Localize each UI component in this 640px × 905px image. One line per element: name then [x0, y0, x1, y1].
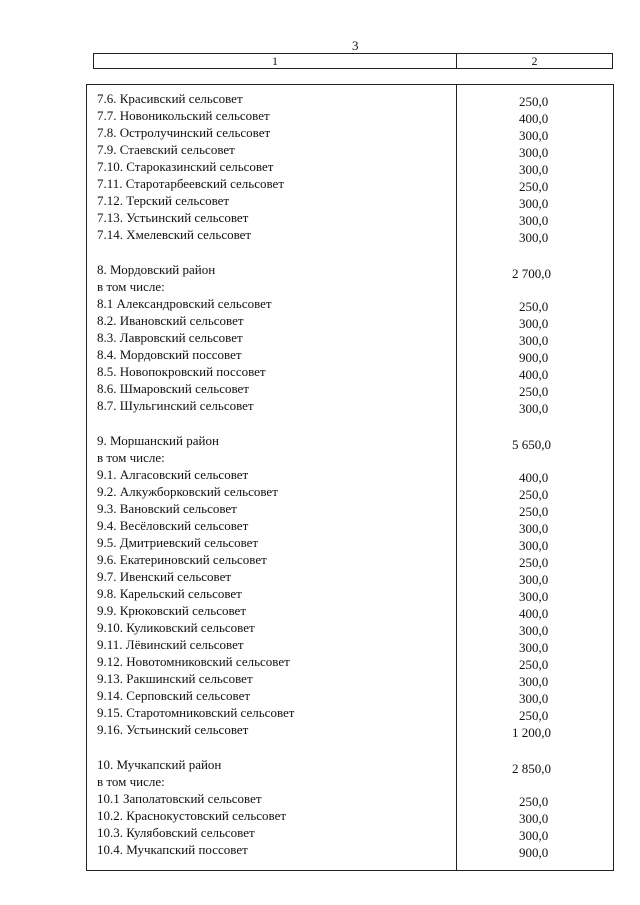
table-row	[87, 653, 613, 670]
row-label: 9.13. Ракшинский сельсовет	[97, 671, 253, 686]
row-value: 900,0	[519, 845, 549, 860]
row-label: 9.1. Алгасовский сельсовет	[97, 467, 249, 482]
table-row	[87, 551, 613, 568]
row-value: 300,0	[519, 538, 549, 553]
table-row	[87, 432, 613, 452]
row-label: 7.11. Старотарбеевский сельсовет	[97, 176, 285, 191]
row-label: 8.7. Шульгинский сельсовет	[97, 398, 254, 413]
row-value: 300,0	[519, 811, 549, 826]
row-label: 7.9. Стаевский сельсовет	[97, 142, 235, 157]
row-value: 300,0	[519, 623, 549, 638]
table-row	[87, 397, 613, 414]
row-value: 900,0	[519, 350, 549, 365]
row-label: 9.8. Карельский сельсовет	[97, 586, 242, 601]
row-value: 250,0	[519, 657, 549, 672]
table-row	[87, 346, 613, 363]
table-row	[87, 158, 613, 175]
table-row	[87, 124, 613, 141]
table-row	[87, 773, 613, 790]
row-label: 9.3. Вановский сельсовет	[97, 501, 237, 516]
row-value: 1 200,0	[512, 725, 551, 740]
row-label: 9.11. Лёвинский сельсовет	[97, 637, 244, 652]
row-value: 5 650,0	[512, 437, 551, 452]
row-label: 7.10. Староказинский сельсовет	[97, 159, 274, 174]
table-row	[87, 534, 613, 551]
row-label: 7.7. Новоникольский сельсовет	[97, 108, 270, 123]
table-row	[87, 312, 613, 329]
table-row	[87, 670, 613, 687]
table-row	[87, 756, 613, 776]
row-value: 250,0	[519, 94, 549, 109]
row-value: 2 850,0	[512, 761, 551, 776]
table-row	[87, 619, 613, 636]
table-row	[87, 295, 613, 312]
row-label: 8.4. Мордовский поссовет	[97, 347, 242, 362]
row-value: 2 700,0	[512, 266, 551, 281]
row-value: 300,0	[519, 589, 549, 604]
row-label: в том числе:	[97, 279, 165, 294]
row-label: 9.2. Алкужборковский сельсовет	[97, 484, 278, 499]
row-value: 300,0	[519, 145, 549, 160]
table-header	[93, 53, 613, 69]
row-label: 10. Мучкапский район	[97, 757, 222, 772]
row-label: 7.8. Остролучинский сельсовет	[97, 125, 271, 140]
row-label: 9.5. Дмитриевский сельсовет	[97, 535, 259, 550]
row-label: 10.3. Кулябовский сельсовет	[97, 825, 255, 840]
row-value: 250,0	[519, 384, 549, 399]
table-row	[87, 192, 613, 209]
table-row	[87, 687, 613, 704]
row-label: 8. Мордовский район	[97, 262, 216, 277]
table-row	[87, 517, 613, 534]
row-label: 9.14. Серповский сельсовет	[97, 688, 251, 703]
row-value: 400,0	[519, 111, 549, 126]
table-row	[87, 278, 613, 295]
table-row	[87, 380, 613, 397]
table-row	[87, 107, 613, 124]
header-column-2: 2	[531, 54, 538, 68]
row-label: 7.14. Хмелевский сельсовет	[97, 227, 252, 242]
table-row	[87, 636, 613, 653]
row-value: 300,0	[519, 196, 549, 211]
table-row	[87, 329, 613, 346]
row-value: 300,0	[519, 691, 549, 706]
row-value: 300,0	[519, 316, 549, 331]
table-row	[87, 568, 613, 585]
table-row	[87, 721, 613, 738]
row-value: 300,0	[519, 401, 549, 416]
row-value: 250,0	[519, 487, 549, 502]
row-value: 400,0	[519, 367, 549, 382]
row-value: 300,0	[519, 674, 549, 689]
table-row	[87, 500, 613, 517]
row-label: 9.16. Устьинский сельсовет	[97, 722, 249, 737]
row-label: 9.7. Ивенский сельсовет	[97, 569, 232, 584]
table-row	[87, 226, 613, 243]
row-label: 7.6. Красивский сельсовет	[97, 91, 243, 106]
row-value: 250,0	[519, 708, 549, 723]
page-number: 3	[352, 38, 359, 53]
table-row	[87, 90, 613, 107]
row-label: 8.3. Лавровский сельсовет	[97, 330, 243, 345]
row-label: в том числе:	[97, 450, 165, 465]
row-label: 10.2. Краснокустовский сельсовет	[97, 808, 287, 823]
table-row	[87, 602, 613, 619]
row-label: 8.1 Александровский сельсовет	[97, 296, 272, 311]
allocation-table	[86, 84, 614, 871]
table-row	[87, 807, 613, 824]
row-value: 300,0	[519, 128, 549, 143]
table-row	[87, 141, 613, 158]
row-value: 300,0	[519, 828, 549, 843]
table-row	[87, 449, 613, 466]
table-row	[87, 841, 613, 858]
table-row	[87, 175, 613, 192]
row-label: 9. Моршанский район	[97, 433, 219, 448]
row-label: 7.12. Терский сельсовет	[97, 193, 230, 208]
table-row	[87, 483, 613, 500]
row-value: 300,0	[519, 230, 549, 245]
row-value: 300,0	[519, 333, 549, 348]
row-label: 8.5. Новопокровский поссовет	[97, 364, 266, 379]
row-label: 9.12. Новотомниковский сельсовет	[97, 654, 290, 669]
row-label: в том числе:	[97, 774, 165, 789]
row-label: 9.6. Екатериновский сельсовет	[97, 552, 267, 567]
row-value: 250,0	[519, 504, 549, 519]
row-value: 300,0	[519, 213, 549, 228]
table-row	[87, 585, 613, 602]
row-label: 10.1 Заполатовский сельсовет	[97, 791, 262, 806]
row-value: 300,0	[519, 640, 549, 655]
row-label: 9.15. Старотомниковский сельсовет	[97, 705, 295, 720]
row-value: 300,0	[519, 521, 549, 536]
row-label: 7.13. Устьинский сельсовет	[97, 210, 249, 225]
table-row	[87, 363, 613, 380]
row-value: 250,0	[519, 179, 549, 194]
table-row	[87, 704, 613, 721]
table-row	[87, 209, 613, 226]
row-label: 9.9. Крюковский сельсовет	[97, 603, 246, 618]
row-label: 10.4. Мучкапский поссовет	[97, 842, 248, 857]
row-label: 9.10. Куликовский сельсовет	[97, 620, 255, 635]
row-value: 250,0	[519, 555, 549, 570]
table-row	[87, 466, 613, 483]
row-value: 400,0	[519, 470, 549, 485]
table-row	[87, 790, 613, 807]
row-value: 300,0	[519, 162, 549, 177]
row-value: 250,0	[519, 299, 549, 314]
row-value: 400,0	[519, 606, 549, 621]
table-row	[87, 261, 613, 281]
table-row	[87, 824, 613, 841]
row-label: 8.2. Ивановский сельсовет	[97, 313, 244, 328]
row-value: 300,0	[519, 572, 549, 587]
row-value: 250,0	[519, 794, 549, 809]
header-column-1: 1	[94, 54, 457, 68]
row-label: 9.4. Весёловский сельсовет	[97, 518, 249, 533]
row-label: 8.6. Шмаровский сельсовет	[97, 381, 249, 396]
